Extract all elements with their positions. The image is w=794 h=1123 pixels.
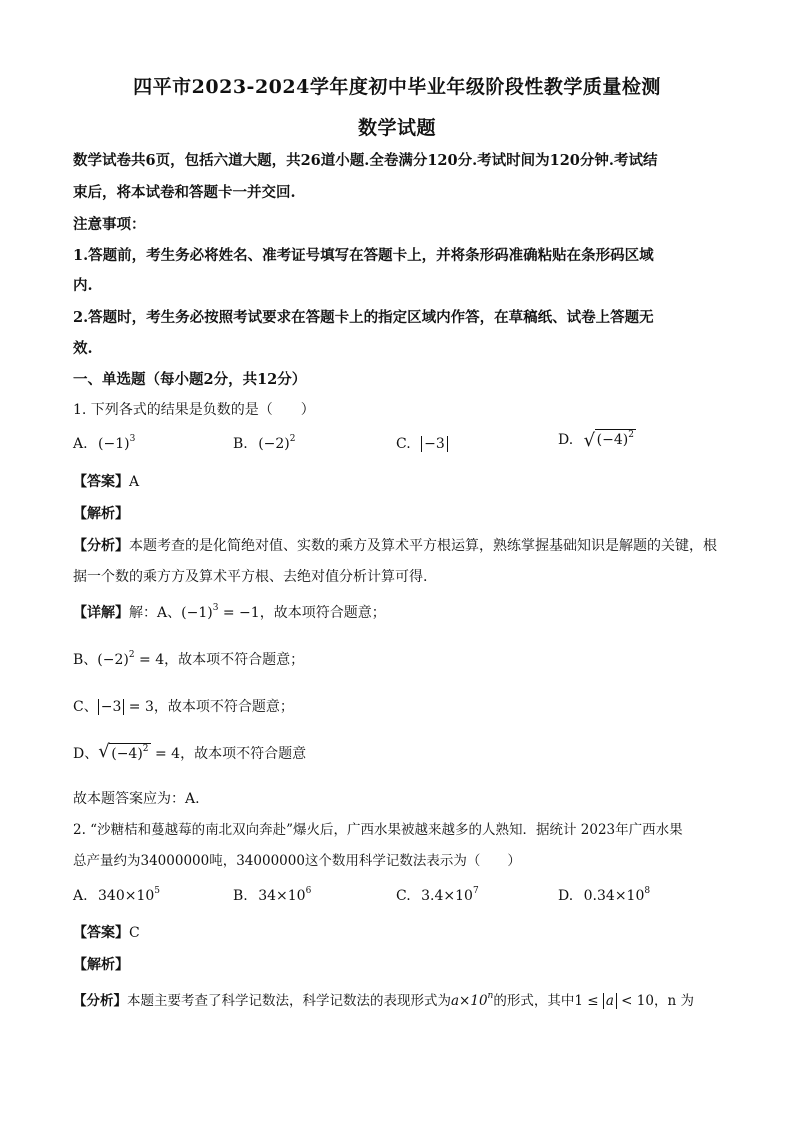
q1-detail-c-pre: C、: [73, 699, 98, 715]
q1-option-d-sqrt: [583, 430, 636, 451]
q1-fenxi-line-1: [73, 536, 723, 556]
q2-fenxi-range-hi: < 10: [616, 993, 654, 1009]
q2-stem-line-1: 2. “沙糖桔和蔓越莓的南北双向奔赴”爆火后，广西水果被越来越多的人熟知．据统计 2023年广西水果: [73, 822, 683, 838]
intro-line-2: 束后，将本试卷和答题卡一并交回.: [73, 184, 296, 201]
notes-heading: 注意事项：: [73, 216, 146, 233]
q2-fenxi-range-var: a: [603, 993, 617, 1009]
q2-option-a-label: A.: [73, 888, 88, 904]
q1-option-b-exp: 2: [289, 434, 296, 444]
q1-option-c-abs: −3: [421, 436, 448, 452]
q2-answer-tag: 【答案】: [73, 925, 129, 941]
q1-detail-a-post: ，故本项符合题意；: [259, 605, 386, 621]
q1-detail-d-pre: D、: [73, 746, 99, 762]
q1-analysis-tag: 【解析】: [73, 506, 129, 522]
q2-option-b-label: B.: [233, 888, 248, 904]
q2-fenxi-line: [73, 991, 723, 1011]
q1-detail-b-pre: B、: [73, 652, 98, 668]
q1-detail-c-abs: −3: [98, 699, 125, 715]
q2-fenxi-mid: 的形式，其中: [493, 993, 575, 1009]
q1-option-d-exp: 2: [628, 430, 634, 440]
q1-option-a-base: (−1): [98, 436, 130, 452]
q1-detail-tag: 【详解】: [73, 605, 129, 621]
q2-fenxi-math-exp: n: [487, 991, 494, 1001]
q2-stem-line-2: 总产量约为34000000吨，34000000这个数用科学记数法表示为（ ）: [73, 853, 521, 869]
q1-fenxi-tag: 【分析】: [73, 538, 129, 554]
page-subtitle: 数学试题: [357, 117, 436, 139]
section-1-heading: 一、单选题（每小题2分，共12分）: [73, 371, 307, 388]
radical-sign-icon: √: [98, 741, 110, 762]
q1-detail-d-base: (−4): [111, 746, 143, 762]
note-1-line-1: 1.答题前，考生务必将姓名、准考证号填写在答题卡上，并将条形码准确粘贴在条形码区域: [73, 247, 654, 264]
q1-answer: [73, 472, 723, 492]
q1-conclusion: 故本题答案应为：A.: [73, 791, 200, 807]
q1-stem: 1. 下列各式的结果是负数的是（ ）: [73, 402, 315, 418]
q2-option-d: [558, 888, 650, 904]
q1-detail-d-exp: 2: [142, 744, 149, 754]
q1-option-d-base: (−4): [596, 432, 629, 448]
q1-option-b-label: B.: [233, 436, 248, 452]
q2-option-b-exp: 6: [305, 886, 312, 896]
q1-fenxi-line-2: 据一个数的乘方方及算术平方根、去绝对值分析计算可得.: [73, 569, 428, 585]
q2-option-d-base: 0.34×10: [583, 888, 645, 904]
q2-option-a-exp: 5: [154, 886, 161, 896]
q1-detail-d-sqrt: [98, 741, 150, 764]
q1-detail-c-post: ，故本项不符合题意；: [153, 699, 294, 715]
q2-option-c-label: C.: [396, 888, 411, 904]
q2-option-a-base: 340×10: [98, 888, 155, 904]
q2-fenxi-range-lo: 1 ≤: [574, 993, 603, 1009]
q2-option-c-base: 3.4×10: [421, 888, 473, 904]
q1-detail-d: [73, 741, 723, 764]
q1-option-c: [396, 436, 448, 452]
q1-detail-b-base: (−2): [97, 652, 129, 668]
q1-detail-a: [73, 603, 723, 623]
note-2-line-1: 2.答题时，考生务必按照考试要求在答题卡上的指定区域内作答，在草稿纸、试卷上答题无: [73, 309, 654, 326]
q1-option-c-label: C.: [396, 436, 411, 452]
radical-sign-icon: √: [583, 430, 596, 451]
q1-answer-tag: 【答案】: [73, 474, 129, 490]
q2-option-a: [73, 888, 160, 904]
q2-fenxi-math: a×10: [451, 993, 488, 1009]
q1-detail-b-post: ，故本项不符合题意；: [164, 652, 305, 668]
q2-fenxi-tag: 【分析】: [73, 993, 127, 1009]
note-1-line-2: 内.: [73, 277, 93, 294]
q1-option-a-exp: 3: [129, 434, 136, 444]
q1-option-a: [73, 436, 135, 452]
q1-detail-b-exp: 2: [128, 650, 135, 660]
q2-option-c: [396, 888, 479, 904]
q2-option-b-base: 34×10: [258, 888, 306, 904]
q1-detail-d-post: ，故本项不符合题意: [180, 746, 307, 762]
q1-option-d: [558, 430, 636, 451]
q1-detail-a-base: (−1): [181, 605, 213, 621]
q2-fenxi-pre: 本题主要考查了科学记数法，科学记数法的表现形式为: [127, 993, 451, 1009]
q2-option-d-exp: 8: [644, 886, 651, 896]
q1-detail-a-exp: 3: [212, 603, 219, 613]
q1-fenxi-text-1: 本题考查的是化简绝对值、实数的乘方及算术平方根运算，熟练掌握基础知识是解题的关键，根: [129, 538, 717, 554]
q1-option-d-label: D.: [558, 432, 574, 448]
q1-detail-a-pre: 解：A、: [129, 605, 182, 621]
q1-detail-b: [73, 650, 723, 670]
q1-detail-b-eq: = 4: [134, 652, 165, 668]
q1-option-b-base: (−2): [258, 436, 290, 452]
q2-option-d-label: D.: [558, 888, 574, 904]
intro-line-1: 数学试卷共6页，包括六道大题，共26道小题.全卷满分120分.考试时间为120分钟.考试结: [73, 152, 658, 169]
q2-analysis-tag: 【解析】: [73, 957, 129, 973]
q2-fenxi-end: ，n 为: [653, 993, 694, 1009]
q1-detail-c: [73, 697, 723, 717]
q1-option-a-label: A.: [73, 436, 88, 452]
q1-detail-c-eq: = 3: [124, 699, 154, 715]
q2-option-c-exp: 7: [472, 886, 479, 896]
q2-answer-value: C: [129, 925, 140, 941]
q1-option-b: [233, 436, 296, 452]
note-2-line-2: 效.: [73, 340, 93, 357]
q1-answer-value: A: [129, 474, 140, 490]
q2-answer: [73, 923, 723, 943]
q1-detail-a-eq: = −1: [218, 605, 260, 621]
page-title: 四平市2023-2024学年度初中毕业年级阶段性教学质量检测: [133, 76, 661, 98]
q2-option-b: [233, 888, 311, 904]
q1-detail-d-eq: = 4: [150, 746, 181, 762]
